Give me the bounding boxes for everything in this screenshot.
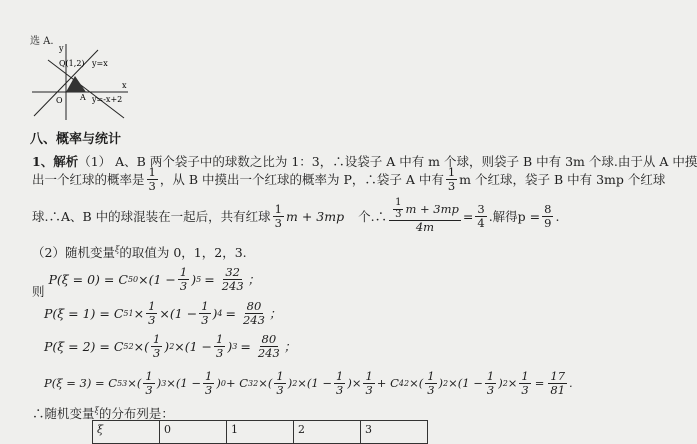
table-cell: 2 — [294, 421, 361, 444]
q2-intro: （2）随机变量$^\xi$的取值为 0，1，2，3. — [32, 244, 247, 260]
point-q-label: Q(1,2) — [59, 59, 85, 68]
fraction-three-quarters: $\frac{3}{4}$ — [477, 202, 485, 230]
shaded-region — [66, 76, 86, 92]
big-fraction: $\frac{1}{3}$ m + 3mp 4m — [389, 198, 461, 233]
q1-tag: 解析 — [53, 154, 79, 169]
table-row — [93, 421, 428, 444]
point-a-label: A — [80, 93, 86, 102]
q1-seg3f: . — [555, 208, 560, 224]
table-cell: 3 — [361, 421, 428, 444]
equation-p1: P(ξ = 1) = C 5 1 × $\frac{1}{3}$ ×(1 − $\frac{1}{3}$ ) 4 = $\frac{80}{243}$ ； — [44, 299, 282, 327]
q1-seg3b: m + 3mp — [286, 208, 345, 224]
y-axis-label: y — [59, 44, 64, 53]
q1-seg1: A、B 两个袋子中的球数之比为 1：3，∴设袋子 A 中有 m 个球，则袋子 B 中有 3m 个球.由于从 A 中摸 — [115, 154, 697, 169]
distribution-table — [92, 420, 428, 444]
equation-p2: P(ξ = 2) = C 5 2 ×( $\frac{1}{3}$ ) 2 ×(1 − $\frac{1}{3}$ ) 3 = $\frac{80}{243}$ ； — [44, 332, 297, 360]
q1-part1: （1） — [78, 154, 112, 169]
origin-label: O — [56, 96, 63, 105]
coordinate-graph — [28, 42, 148, 122]
q1-seg3d: = — [462, 208, 474, 224]
fraction-eight-ninths: $\frac{8}{9}$ — [544, 202, 552, 230]
fraction-one-third-3: $\frac{1}{3}$ — [274, 202, 282, 230]
x-axis-label: x — [122, 81, 127, 90]
q1-line-3 — [32, 196, 559, 236]
q1-number: 1、 — [32, 154, 54, 169]
table-cell: ξ — [93, 421, 160, 444]
q1-seg3c: 个.∴ — [358, 209, 388, 224]
equation-p0: 则 P(ξ = 0) = C 5 0 ×(1 − $\frac{1}{3}$ ) 5 = $\frac{32}{243}$ ； — [32, 265, 261, 299]
q1-seg3a: 球.∴A、B 中的球混装在一起后，共有红球 — [32, 209, 271, 224]
section-title: 八、概率与统计 — [30, 132, 122, 147]
fraction-one-third: $\frac{1}{3}$ — [148, 165, 156, 193]
then-label: 则 — [32, 284, 45, 299]
fraction-one-third-2: $\frac{1}{3}$ — [447, 165, 456, 193]
table-cell: 0 — [160, 421, 227, 444]
q1-seg2c: m 个红球，袋子 B 中有 3mp 个红球 — [459, 172, 666, 187]
previous-answer: 选 A. — [30, 36, 54, 47]
table-cell: 1 — [227, 421, 294, 444]
q1-line-2 — [32, 164, 665, 194]
q1-seg2a: 出一个红球的概率是 — [32, 172, 145, 187]
line2-label: y=-x+2 — [92, 95, 123, 104]
q1-seg3e: .解得p = — [488, 209, 541, 224]
equation-p3: P(ξ = 3) = C 5 3 ×( $\frac{1}{3}$ ) 3 ×(1 − $\frac{1}{3}$ ) 0 + C 3 2 ×( $\frac{1}{3}$ ) 2 ×(1 − $\frac{1}{3}$ )× $\frac{1}{3}$ + C 4 2 ×( $\frac{1}{3}$ ) 2 ×(1 − $\frac{1}{3}$ ) 2 × $\frac{1}{3}$ = $\frac{17}{81}$ . — [44, 369, 573, 397]
distribution-caption: ∴随机变量$^\xi$的分布列是： — [32, 405, 174, 421]
q1-seg2b: ，从 B 中摸出一个红球的概率为 P，∴袋子 A 中有 — [159, 172, 444, 187]
line1-label: y=x — [92, 59, 108, 68]
line-y-equals-neg-x-plus-2 — [48, 60, 124, 118]
